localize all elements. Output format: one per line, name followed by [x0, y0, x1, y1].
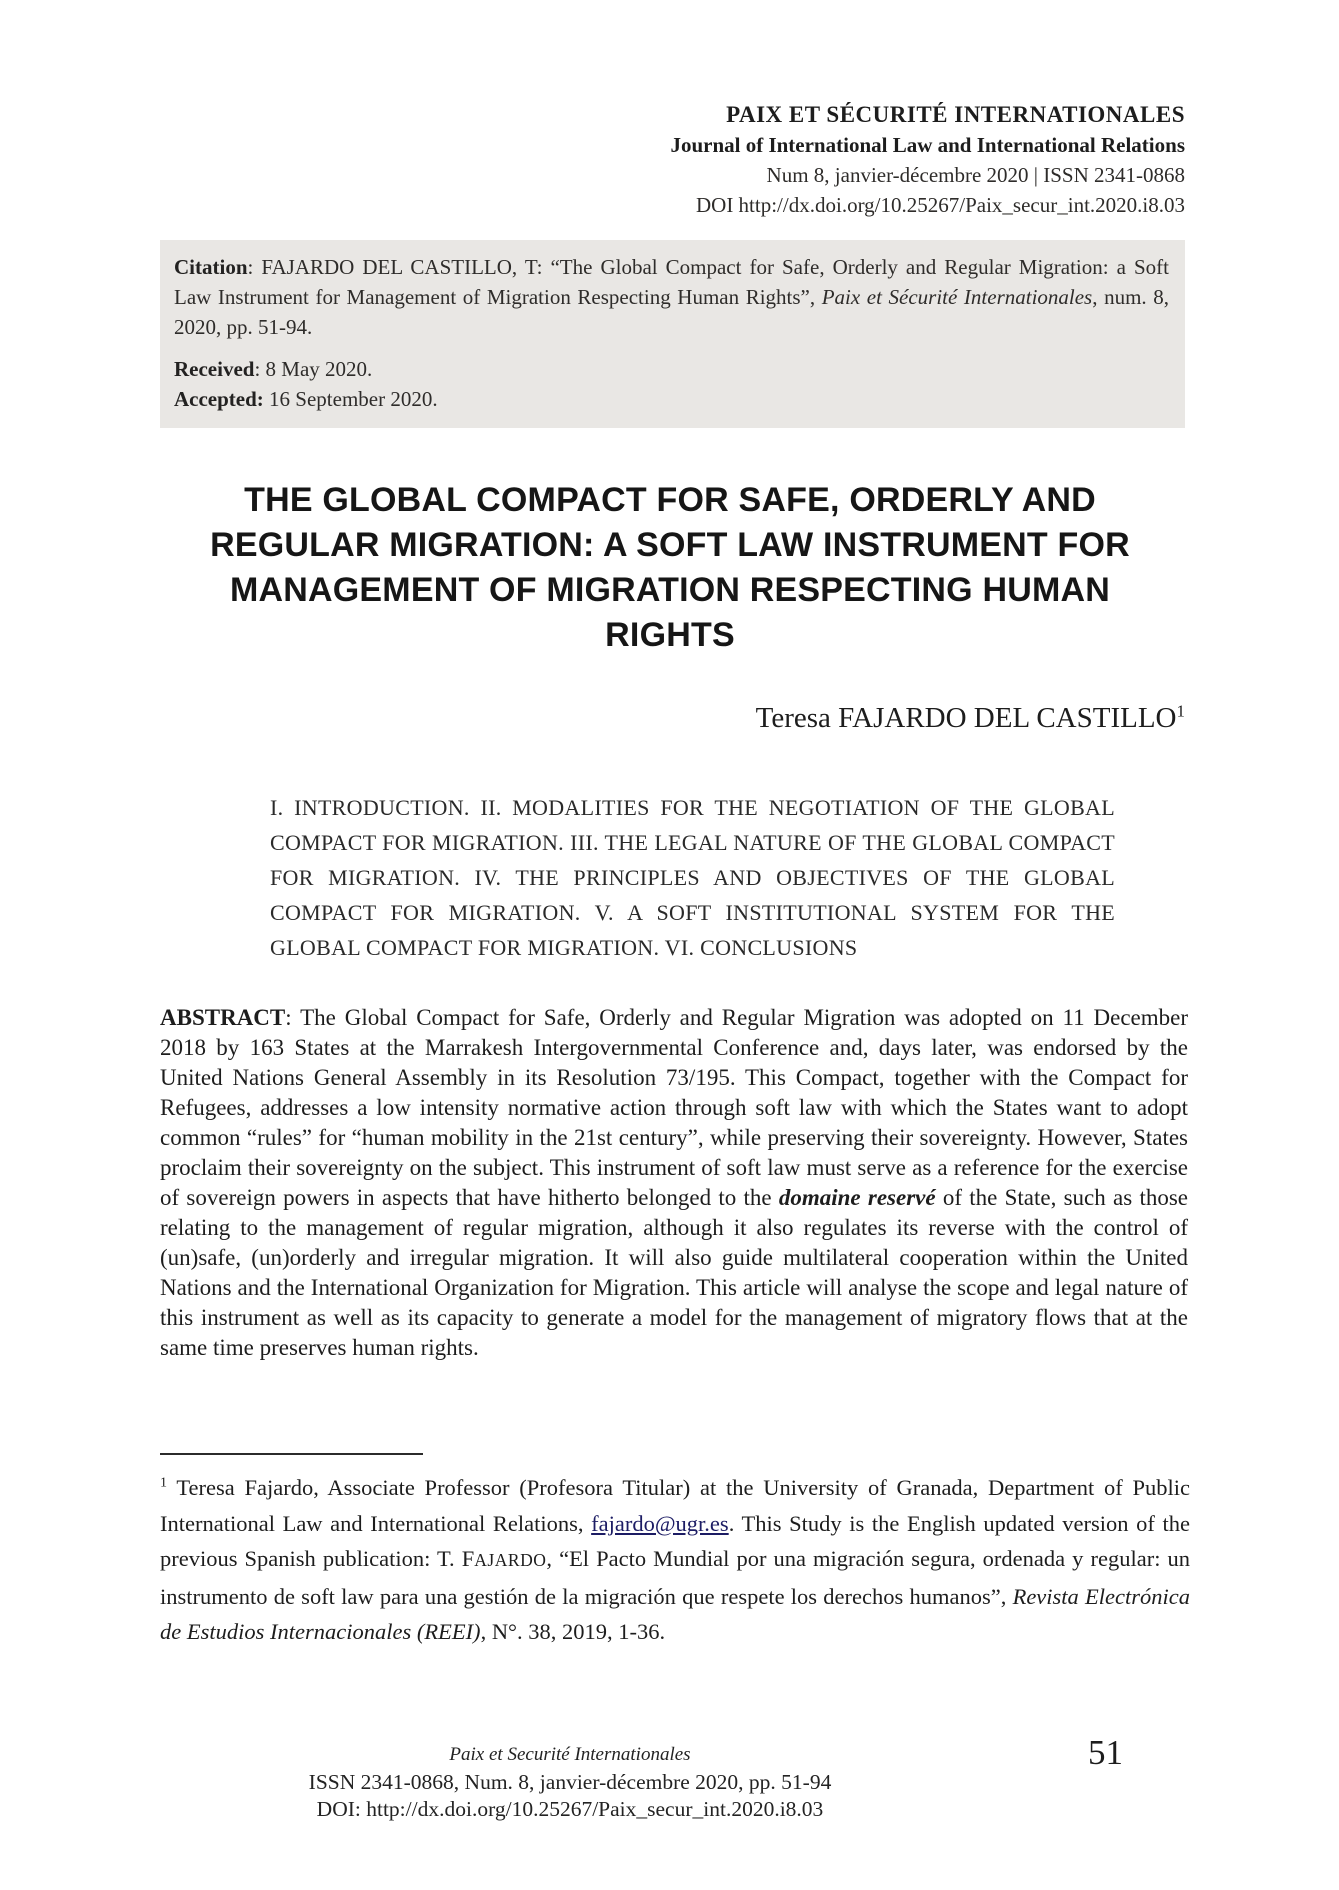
- abstract-text-2: of the State, such as those relating to the management of regular migration, although it also regulates its reverse with the control of (un)safe, (un)orderly and irregular migration. It will also guide multilateral cooperation within the United Nations and the International Organization for Migration. This article will analyse the scope and legal nature of this instrument as well as its capacity to generate a model for the management of migratory flows that at the same time preserves human rights.: [160, 1185, 1188, 1360]
- received-line: [174, 354, 1169, 384]
- abstract-label: ABSTRACT: [160, 1005, 286, 1030]
- citation-box: [160, 240, 1185, 428]
- footnote: [160, 1470, 1190, 1650]
- author-line: [160, 702, 1185, 735]
- article-title: THE GLOBAL COMPACT FOR SAFE, ORDERLY AND REGULAR MIGRATION: A SOFT LAW INSTRUMENT FOR MANAGEMENT OF MIGRATION RESPECTING HUMAN RIGHTS: [210, 481, 1130, 654]
- footnote-text-4: , N°. 38, 2019, 1-36.: [480, 1619, 666, 1644]
- abstract-italic-term: domaine reservé: [778, 1185, 936, 1210]
- footer-journal-name: Paix et Securité Internationales: [449, 1744, 691, 1765]
- received-label: Received: [174, 357, 255, 381]
- footnote-marker: 1: [160, 1475, 167, 1491]
- author-name: Teresa FAJARDO DEL CASTILLO: [755, 702, 1177, 734]
- footnote-text-1: Teresa Fajardo, Associate Professor (Profesora Titular) at the University of Granada, Department of Public International Law and International Relations,: [160, 1475, 1190, 1536]
- page-number: 51: [1088, 1733, 1123, 1772]
- citation-text: [174, 252, 1169, 342]
- table-of-contents: I. INTRODUCTION. II. MODALITIES FOR THE NEGOTIATION OF THE GLOBAL COMPACT FOR MIGRATION. III. THE LEGAL NATURE OF THE GLOBAL COMPACT FOR MIGRATION. IV. THE PRINCIPLES AND OBJECTIVES OF THE GLOBAL COMPACT FOR MIGRATION. V. A SOFT INSTITUTIONAL SYSTEM FOR THE GLOBAL COMPACT FOR MIGRATION. VI. CONCLUSIONS: [270, 795, 1115, 960]
- received-date: : 8 May 2020.: [254, 357, 373, 381]
- citation-label: Citation: [174, 255, 248, 279]
- abstract-text-1: : The Global Compact for Safe, Orderly and Regular Migration was adopted on 11 December 2018 by 163 States at the Marrakesh Intergovernmental Conference and, days later, was endorsed by the United Nations General Assembly in its Resolution 73/195. This Compact, together with the Compact for Refugees, addresses a low intensity normative action through soft law with which the States want to adopt common “rules” for “human mobility in the 21st century”, while preserving their sovereignty. However, States proclaim their sovereignty on the subject. This instrument of soft law must serve as a reference for the exercise of sovereign powers in aspects that have hitherto belonged to the: [160, 1005, 1188, 1210]
- email-link[interactable]: fajardo@ugr.es: [591, 1510, 729, 1536]
- accepted-date: 16 September 2020.: [263, 387, 438, 411]
- footer-doi-line: DOI: http://dx.doi.org/10.25267/Paix_secur_int.2020.i8.03: [316, 1797, 824, 1821]
- page-footer: [160, 1741, 980, 1824]
- footnote-author-smallcaps: AJARDO: [474, 1550, 547, 1570]
- author-footnote-ref: 1: [1176, 701, 1185, 721]
- journal-title: PAIX ET SÉCURITÉ INTERNATIONALES: [726, 102, 1185, 127]
- issue-info: Num 8, janvier-décembre 2020 | ISSN 2341-0868: [766, 163, 1185, 187]
- accepted-line: [174, 384, 1169, 414]
- header-doi: DOI http://dx.doi.org/10.25267/Paix_secur_int.2020.i8.03: [695, 193, 1185, 217]
- footnote-text-3: , “El Pacto Mundial por una migración segura, ordenada y regular: un instrumento de soft law para una gestión de la migración que respete los derechos humanos”,: [160, 1546, 1190, 1609]
- abstract: [160, 1003, 1188, 1363]
- citation-tail: , num. 8, 2020, pp. 51-94.: [174, 285, 1169, 339]
- footnote-journal-name: Revista Electrónica de Estudios Internacionales (REEI): [160, 1583, 1190, 1644]
- footer-issn-line: ISSN 2341-0868, Num. 8, janvier-décembre 2020, pp. 51-94: [308, 1769, 832, 1794]
- journal-subtitle: Journal of International Law and International Relations: [670, 133, 1185, 157]
- journal-masthead: [425, 100, 1185, 220]
- citation-journal-name: Paix et Sécurité Internationales: [821, 285, 1093, 309]
- footnote-text-2: . This Study is the English updated version of the previous Spanish publication: T. F: [160, 1510, 1190, 1571]
- accepted-label: Accepted:: [174, 387, 264, 411]
- citation-body: : FAJARDO DEL CASTILLO, T: “The Global Compact for Safe, Orderly and Regular Migration: a Soft Law Instrument for Management of Migration Respecting Human Rights”,: [174, 255, 1169, 309]
- footnote-divider: [160, 1453, 423, 1455]
